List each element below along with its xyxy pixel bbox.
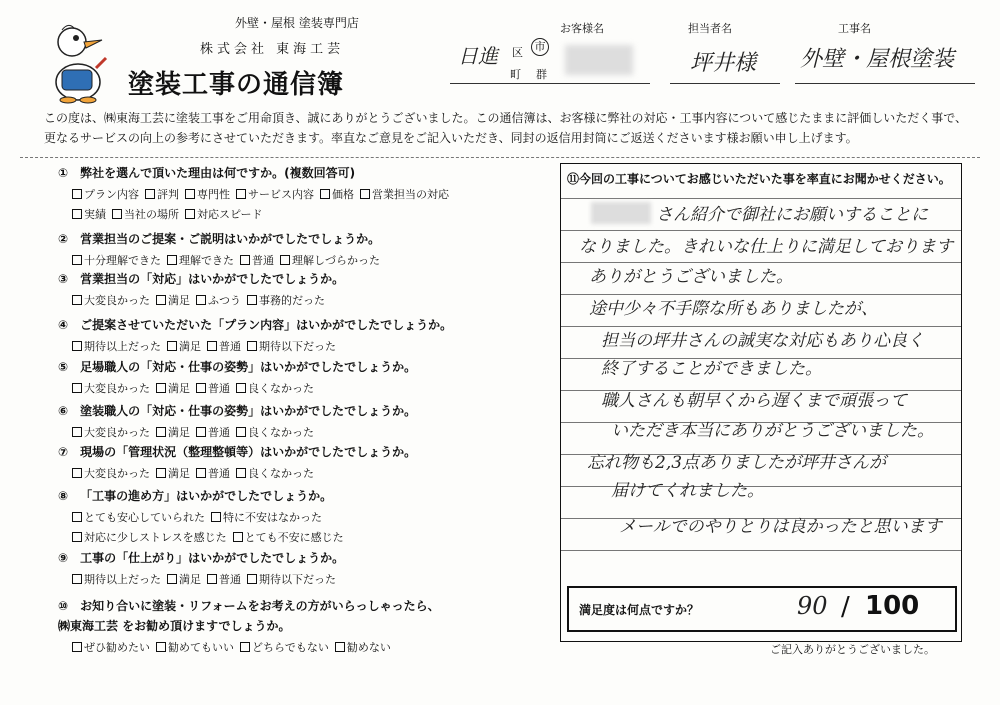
option-checkbox[interactable] bbox=[156, 294, 190, 307]
checkbox-icon bbox=[72, 642, 82, 652]
option-label: 良くなかった bbox=[248, 382, 314, 395]
thanks-text: ご記入ありがとうございました。 bbox=[770, 643, 935, 656]
option-label: 勧めない bbox=[346, 641, 391, 654]
question-number: ⑧ bbox=[58, 489, 69, 503]
checkbox-icon bbox=[236, 189, 246, 199]
question-text: 営業担当のご提案・ご説明はいかがでしたでしょうか。 bbox=[80, 232, 381, 246]
question-4 bbox=[58, 316, 452, 333]
options-row bbox=[72, 424, 320, 440]
option-label: 満足 bbox=[168, 467, 190, 480]
option-label: 期待以下だった bbox=[259, 340, 336, 353]
score-separator: / bbox=[841, 592, 850, 622]
question-9 bbox=[58, 549, 344, 566]
option-label: 普通 bbox=[208, 467, 230, 480]
options-row bbox=[72, 338, 342, 354]
checkbox-icon bbox=[236, 468, 246, 478]
question-number: ① bbox=[58, 166, 69, 180]
checkbox-icon bbox=[211, 512, 221, 522]
option-label: 普通 bbox=[208, 426, 230, 439]
checkbox-icon bbox=[236, 427, 246, 437]
option-checkbox[interactable] bbox=[72, 254, 161, 267]
option-label: どちらでもない bbox=[252, 641, 329, 654]
checkbox-icon bbox=[207, 341, 217, 351]
option-label: 満足 bbox=[179, 573, 201, 586]
comment-line: 届けてくれました。 bbox=[611, 481, 764, 501]
comment-line: メールでのやりとりは良かったと思います bbox=[619, 517, 942, 537]
question-text: 足場職人の「対応・仕事の姿勢」はいかがでしたでしょうか。 bbox=[80, 360, 417, 374]
option-label: 満足 bbox=[168, 294, 190, 307]
comment-line: いただき本当にありがとうございました。 bbox=[611, 421, 934, 441]
option-checkbox[interactable] bbox=[233, 531, 344, 544]
option-checkbox[interactable] bbox=[72, 511, 205, 524]
option-label: 事務的だった bbox=[259, 294, 325, 307]
option-label: ふつう bbox=[208, 294, 241, 307]
checkbox-icon bbox=[72, 574, 82, 584]
question-text: 弊社を選んで頂いた理由は何ですか。(複数回答可) bbox=[80, 166, 356, 180]
option-checkbox[interactable] bbox=[196, 382, 230, 395]
checkbox-icon bbox=[167, 574, 177, 584]
question-text: 現場の「管理状況（整理整頓等）はいかがでしたでしょうか。 bbox=[80, 445, 417, 459]
options-row bbox=[72, 252, 386, 268]
customer-name-label: お客様名 bbox=[560, 22, 604, 35]
work-line bbox=[795, 83, 975, 84]
option-label: 大変良かった bbox=[84, 294, 150, 307]
option-checkbox[interactable] bbox=[207, 340, 241, 353]
question-3 bbox=[58, 270, 344, 287]
checkbox-icon bbox=[233, 532, 243, 542]
option-label: サービス内容 bbox=[248, 188, 314, 201]
checkbox-icon bbox=[156, 383, 166, 393]
option-label: とても安心していられた bbox=[84, 511, 205, 524]
handwritten-work-name: 外壁・屋根塗装 bbox=[800, 47, 955, 72]
question-text: ご提案させていただいた「プラン内容」はいかがでしたでしょうか。 bbox=[80, 318, 453, 332]
checkbox-icon bbox=[72, 512, 82, 522]
comment-line: 担当の坪井さんの誠実な対応もあり心良く bbox=[601, 331, 924, 351]
option-checkbox[interactable] bbox=[236, 426, 314, 439]
work-name-label: 工事名 bbox=[838, 22, 871, 35]
score-value: 90 bbox=[797, 592, 828, 620]
option-checkbox[interactable] bbox=[335, 641, 391, 654]
question-number: ③ bbox=[58, 272, 69, 286]
customer-line bbox=[450, 83, 650, 84]
score-box bbox=[567, 586, 957, 632]
comment-line: なりました。きれいな仕上りに満足しております bbox=[579, 237, 953, 257]
question-number: ⑥ bbox=[58, 404, 69, 418]
option-label: 期待以下だった bbox=[259, 573, 336, 586]
checkbox-icon bbox=[72, 341, 82, 351]
option-checkbox[interactable] bbox=[320, 188, 354, 201]
question-text: 工事の「仕上がり」はいかがでしたでしょうか。 bbox=[80, 551, 345, 565]
option-checkbox[interactable] bbox=[72, 467, 150, 480]
checkbox-icon bbox=[112, 209, 122, 219]
checkbox-icon bbox=[185, 189, 195, 199]
checkbox-icon bbox=[145, 189, 155, 199]
checkbox-icon bbox=[185, 209, 195, 219]
option-checkbox[interactable] bbox=[185, 208, 263, 221]
options-row bbox=[72, 186, 455, 202]
checkbox-icon bbox=[196, 295, 206, 305]
checkbox-icon bbox=[247, 341, 257, 351]
page-title: 塗装工事の通信簿 bbox=[128, 70, 345, 100]
option-checkbox[interactable] bbox=[156, 382, 190, 395]
option-label: プラン内容 bbox=[84, 188, 139, 201]
option-checkbox[interactable] bbox=[72, 573, 161, 586]
checkbox-icon bbox=[156, 427, 166, 437]
option-checkbox[interactable] bbox=[72, 340, 161, 353]
option-checkbox[interactable] bbox=[72, 382, 150, 395]
options-row bbox=[72, 465, 320, 481]
option-checkbox[interactable] bbox=[236, 467, 314, 480]
option-label: 対応スピード bbox=[197, 208, 263, 221]
checkbox-icon bbox=[196, 468, 206, 478]
comment-line: 職人さんも朝早くから遅くまで頑張って bbox=[601, 391, 907, 411]
option-checkbox[interactable] bbox=[196, 467, 230, 480]
company-name: 株式会社 東海工芸 bbox=[200, 42, 345, 57]
option-label: 当社の場所 bbox=[124, 208, 179, 221]
option-checkbox[interactable] bbox=[156, 641, 234, 654]
option-checkbox[interactable] bbox=[72, 294, 150, 307]
option-label: 特に不安はなかった bbox=[223, 511, 322, 524]
option-checkbox[interactable] bbox=[236, 188, 314, 201]
option-label: 普通 bbox=[219, 573, 241, 586]
shi-circled-label: 市 bbox=[531, 38, 549, 56]
redacted-referrer bbox=[591, 202, 651, 224]
question-6 bbox=[58, 402, 416, 419]
option-checkbox[interactable] bbox=[360, 188, 449, 201]
score-label: 満足度は何点ですか？ bbox=[579, 603, 700, 617]
checkbox-icon bbox=[167, 255, 177, 265]
option-label: 理解しづらかった bbox=[292, 254, 380, 267]
comment-line: ありがとうございました。 bbox=[589, 267, 793, 287]
option-checkbox[interactable] bbox=[156, 467, 190, 480]
question-text-line2: ㈱東海工芸 をお勧め頂けますでしょうか。 bbox=[58, 619, 291, 633]
option-label: 評判 bbox=[157, 188, 179, 201]
option-label: 満足 bbox=[168, 426, 190, 439]
question-8 bbox=[58, 487, 332, 504]
options-row bbox=[72, 639, 397, 655]
option-checkbox[interactable] bbox=[72, 641, 150, 654]
option-checkbox[interactable] bbox=[112, 208, 179, 221]
handwritten-city: 日進 bbox=[458, 44, 498, 68]
checkbox-icon bbox=[196, 427, 206, 437]
question-text: お知り合いに塗装・リフォームをお考えの方がいらっしゃったら、 bbox=[80, 599, 440, 613]
option-label: 大変良かった bbox=[84, 382, 150, 395]
comment-panel bbox=[560, 163, 962, 642]
checkbox-icon bbox=[72, 468, 82, 478]
question-number: ⑦ bbox=[58, 445, 69, 459]
option-checkbox[interactable] bbox=[185, 188, 230, 201]
ruled-line bbox=[561, 198, 961, 199]
question-10 bbox=[58, 597, 440, 614]
checkbox-icon bbox=[156, 642, 166, 652]
checkbox-icon bbox=[72, 427, 82, 437]
checkbox-icon bbox=[236, 383, 246, 393]
duck-mascot-logo bbox=[40, 20, 110, 105]
option-checkbox[interactable] bbox=[280, 254, 380, 267]
redacted-customer-name bbox=[565, 45, 633, 75]
question-number: ⑨ bbox=[58, 551, 69, 565]
comment-line: 終了することができました。 bbox=[601, 359, 822, 379]
checkbox-icon bbox=[335, 642, 345, 652]
checkbox-icon bbox=[240, 255, 250, 265]
staff-line bbox=[670, 83, 780, 84]
checkbox-icon bbox=[320, 189, 330, 199]
option-label: とても不安に感じた bbox=[244, 531, 344, 544]
option-checkbox[interactable] bbox=[72, 531, 227, 544]
option-label: 良くなかった bbox=[248, 467, 314, 480]
option-checkbox[interactable] bbox=[167, 573, 201, 586]
option-label: 実績 bbox=[84, 208, 106, 221]
gun-label: 群 bbox=[536, 68, 547, 81]
option-checkbox[interactable] bbox=[247, 340, 336, 353]
option-checkbox[interactable] bbox=[196, 426, 230, 439]
option-checkbox[interactable] bbox=[211, 511, 322, 524]
options-row bbox=[72, 206, 269, 222]
comment-line: 途中少々不手際な所もありましたが、 bbox=[589, 299, 878, 319]
option-checkbox[interactable] bbox=[247, 294, 325, 307]
option-label: 専門性 bbox=[197, 188, 230, 201]
handwritten-staff-name: 坪井様 bbox=[690, 51, 757, 76]
option-label: 大変良かった bbox=[84, 467, 150, 480]
option-label: 普通 bbox=[208, 382, 230, 395]
option-checkbox[interactable] bbox=[240, 254, 274, 267]
option-label: 営業担当の対応 bbox=[372, 188, 449, 201]
option-label: 普通 bbox=[219, 340, 241, 353]
checkbox-icon bbox=[72, 383, 82, 393]
question-7 bbox=[58, 443, 416, 460]
checkbox-icon bbox=[247, 574, 257, 584]
divider bbox=[20, 157, 980, 158]
option-checkbox[interactable] bbox=[156, 426, 190, 439]
checkbox-icon bbox=[207, 574, 217, 584]
option-label: 対応に少しストレスを感じた bbox=[84, 531, 227, 544]
option-label: 十分理解できた bbox=[84, 254, 161, 267]
checkbox-icon bbox=[72, 255, 82, 265]
checkbox-icon bbox=[196, 383, 206, 393]
intro-text: この度は、㈱東海工芸に塗装工事をご用命頂き、誠にありがとうございました。この通信簿は、お客様に弊社の対応・工事内容について感じたままに評価しいただく事で、更なるサービスの向上の参考にさせていただきます。率直なご意見をご記入いただき、同封の返信用封筒にご返送くださいます様お願い申し上げます。 bbox=[44, 111, 968, 145]
option-checkbox[interactable] bbox=[240, 641, 329, 654]
comment-line: 忘れ物も2,3点ありましたが坪井さんが bbox=[587, 453, 887, 473]
question-number: ② bbox=[58, 232, 69, 246]
option-label: 満足 bbox=[168, 382, 190, 395]
question-1 bbox=[58, 164, 355, 181]
option-label: 価格 bbox=[332, 188, 354, 201]
question-text: 「工事の進め方」はいかがでしたでしょうか。 bbox=[80, 489, 333, 503]
checkbox-icon bbox=[360, 189, 370, 199]
checkbox-icon bbox=[72, 209, 82, 219]
checkbox-icon bbox=[72, 189, 82, 199]
option-checkbox[interactable] bbox=[167, 340, 201, 353]
checkbox-icon bbox=[72, 532, 82, 542]
checkbox-icon bbox=[156, 468, 166, 478]
option-checkbox[interactable] bbox=[196, 294, 241, 307]
option-label: ぜひ勧めたい bbox=[84, 641, 150, 654]
checkbox-icon bbox=[72, 295, 82, 305]
comment-line: さん紹介で御社にお願いすることに bbox=[656, 205, 928, 225]
option-checkbox[interactable] bbox=[167, 254, 234, 267]
checkbox-icon bbox=[240, 642, 250, 652]
checkbox-icon bbox=[156, 295, 166, 305]
checkbox-icon bbox=[167, 341, 177, 351]
option-checkbox[interactable] bbox=[72, 426, 150, 439]
question-2 bbox=[58, 230, 380, 247]
option-label: 満足 bbox=[179, 340, 201, 353]
store-name: 外壁・屋根 塗装専門店 bbox=[235, 16, 359, 30]
option-label: 期待以上だった bbox=[84, 573, 161, 586]
ruled-line bbox=[561, 550, 961, 551]
question-number: ⑤ bbox=[58, 360, 69, 374]
option-checkbox[interactable] bbox=[207, 573, 241, 586]
option-label: 普通 bbox=[252, 254, 274, 267]
question-number: ④ bbox=[58, 318, 69, 332]
ruled-line bbox=[561, 230, 961, 231]
options-row bbox=[72, 292, 331, 308]
option-checkbox[interactable] bbox=[247, 573, 336, 586]
option-checkbox[interactable] bbox=[236, 382, 314, 395]
option-label: 良くなかった bbox=[248, 426, 314, 439]
option-checkbox[interactable] bbox=[145, 188, 179, 201]
option-label: 期待以上だった bbox=[84, 340, 161, 353]
question-text: 営業担当の「対応」はいかがでしたでしょうか。 bbox=[80, 272, 345, 286]
score-max: 100 bbox=[865, 591, 920, 621]
cho-label: 町 bbox=[510, 68, 521, 81]
checkbox-icon bbox=[280, 255, 290, 265]
options-row bbox=[72, 380, 320, 396]
staff-name-label: 担当者名 bbox=[688, 22, 732, 35]
options-row bbox=[72, 571, 342, 587]
options-row bbox=[72, 509, 328, 525]
option-label: 勧めてもいい bbox=[168, 641, 234, 654]
ku-label: 区 bbox=[512, 46, 523, 59]
option-checkbox[interactable] bbox=[72, 188, 139, 201]
question-5 bbox=[58, 358, 416, 375]
options-row bbox=[72, 529, 350, 545]
option-checkbox[interactable] bbox=[72, 208, 106, 221]
question-number: ⑩ bbox=[58, 599, 69, 613]
checkbox-icon bbox=[247, 295, 257, 305]
option-label: 理解できた bbox=[179, 254, 234, 267]
comment-heading: ⑪今回の工事についてお感じいただいた事を率直にお聞かせください。 bbox=[567, 172, 951, 186]
option-label: 大変良かった bbox=[84, 426, 150, 439]
question-text: 塗装職人の「対応・仕事の姿勢」はいかがでしたでしょうか。 bbox=[80, 404, 417, 418]
